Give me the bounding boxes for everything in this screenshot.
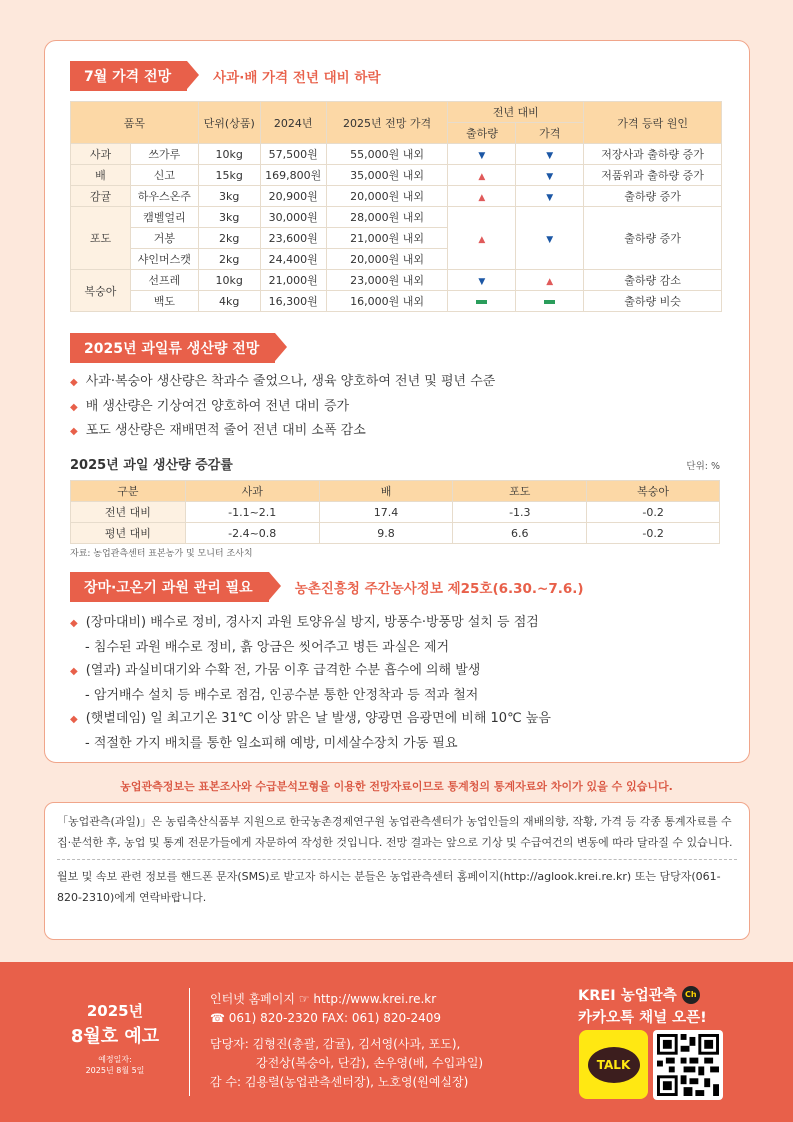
info-paragraph: 「농업관측(과일)」은 농림축산식품부 지원으로 한국농촌경제연구원 농업관측센터가 농업인들의 재배의향, 작황, 가격 등 각종 통계자료를 수집·분석한 후, 농업 및 통계 전문가들에게 자문하여 작성한 것입니다. 전망 결과는 앞으로 기상 및 수급여건의 변동에 따라 달라질 수 있습니다. [57,815,733,849]
kakao-talk-icon[interactable] [579,1030,648,1099]
row-unit: 3kg [198,207,260,228]
supervisor-line: 감 수: 김용렬(농업관측센터장), 노호영(원예실장) [210,1075,469,1089]
row-variety: 거봉 [130,228,198,249]
staff-line: 담당자: 김형진(총괄, 감귤), 김서영(사과, 포도), [210,1037,461,1051]
row-price-2024: 30,000원 [260,207,326,228]
header-peach: 복숭아 [587,481,720,502]
header-yoy: 전년 대비 [448,102,584,123]
section1-header [70,61,381,91]
header-category: 구분 [71,481,186,502]
row-reason: 출하량 비슷 [584,291,722,312]
talk-bubble: TALK [588,1047,640,1083]
source-note: 자료: 농업관측센터 표본농가 및 모니터 조사치 [70,549,253,559]
row-reason: 출하량 감소 [584,270,722,291]
staff-line: 강전상(복숭아, 단감), 손우영(배, 수입과일) [256,1056,484,1070]
row-category: 사과 [71,144,131,165]
header-reason: 가격 등락 원인 [584,102,722,144]
cell-value: -1.3 [453,502,587,523]
issue-title: 8월호 예고 [70,1026,160,1047]
qr-code-graphic [657,1034,719,1096]
header-2025: 2025년 전망 가격 [326,102,448,144]
shipment-trend-icon: ▲ [448,165,516,186]
header-price: 가격 [516,123,584,144]
header-grape: 포도 [453,481,587,502]
next-issue [60,1000,170,1076]
row-price-2024: 169,800원 [260,165,326,186]
production-table [70,480,720,544]
qr-code-icon[interactable] [653,1030,723,1100]
row-price-2025: 35,000원 내외 [326,165,448,186]
divider [57,859,737,860]
bullet-item: ◆ 배 생산량은 기상여건 양호하여 전년 대비 증가 [70,395,495,420]
shipment-trend-icon: ▼ [448,270,516,291]
price-trend-icon: ▼ [516,165,584,186]
shipment-trend-icon: ▲ [448,186,516,207]
phone-fax: ☎ 061) 820-2320 FAX: 061) 820-2409 [210,1011,442,1025]
row-unit: 2kg [198,228,260,249]
issue-date: 2025년 8월 5일 [85,1066,145,1075]
row-reason: 출하량 증가 [584,186,722,207]
cell-value: 6.6 [453,523,587,544]
sms-paragraph: 월보 및 속보 관련 정보를 핸드폰 문자(SMS)로 받고자 하시는 분들은 농업관측센터 홈페이지(http://aglook.krei.re.kr) 또는 담당자(061-820-2310)에게 연락바랍니다. [57,870,721,904]
bullet-item: ◆ (장마대비) 배수로 정비, 경사지 과원 토양유실 방지, 방풍수·방풍망 설치 등 점검 [70,611,551,636]
row-variety: 캠벨얼리 [130,207,198,228]
table-row [71,144,722,165]
header-unit: 단위(상품) [198,102,260,144]
row-label: 평년 대비 [71,523,186,544]
cell-value: -0.2 [587,523,720,544]
row-category: 포도 [71,207,131,270]
row-price-2025: 21,000원 내외 [326,228,448,249]
footer [0,962,793,1122]
row-category: 감귤 [71,186,131,207]
row-variety: 선프레 [130,270,198,291]
table-row [71,186,722,207]
disclaimer-notice: 농업관측정보는 표본조사와 수급분석모형을 이용한 전망자료이므로 통계청의 통계자료와 차이가 있을 수 있습니다. [120,780,673,793]
table-row [71,523,720,544]
row-price-2024: 20,900원 [260,186,326,207]
shipment-trend-icon: ▲ [448,207,516,270]
row-price-2025: 16,000원 내외 [326,291,448,312]
row-unit: 3kg [198,186,260,207]
table-row [71,270,722,291]
bullet-item: ◆ (햇볕데임) 일 최고기온 31℃ 이상 맑은 날 발생, 양광면 음광면에 비해 10℃ 높음 [70,707,551,732]
channel-icon: Ch [682,986,700,1004]
table-row [71,502,720,523]
price-trend-icon: ▼ [516,186,584,207]
row-reason: 저품위과 출하량 증가 [584,165,722,186]
issue-year: 2025년 [86,1002,144,1020]
price-trend-icon: ▼ [516,207,584,270]
kakao-title: KREI 농업관측 [578,988,677,1004]
row-price-2025: 55,000원 내외 [326,144,448,165]
section3-header [70,572,584,602]
shipment-trend-icon [448,291,516,312]
table-row [71,207,722,228]
shipment-trend-icon: ▼ [448,144,516,165]
header-2024: 2024년 [260,102,326,144]
kakao-subtitle: 카카오톡 채널 오픈! [578,1010,707,1026]
header-apple: 사과 [185,481,319,502]
cell-value: -0.2 [587,502,720,523]
row-category: 배 [71,165,131,186]
row-price-2024: 21,000원 [260,270,326,291]
row-unit: 2kg [198,249,260,270]
row-price-2024: 24,400원 [260,249,326,270]
cell-value: 17.4 [319,502,453,523]
row-reason: 저장사과 출하량 증가 [584,144,722,165]
price-trend-icon [516,291,584,312]
table-row [71,291,722,312]
row-variety: 신고 [130,165,198,186]
cell-value: -1.1~2.1 [185,502,319,523]
row-price-2024: 57,500원 [260,144,326,165]
price-trend-icon: ▼ [516,144,584,165]
bullet-detail: - 침수된 과원 배수로 정비, 흙 앙금은 씻어주고 병든 과실은 제거 [85,639,450,655]
row-variety: 샤인머스캣 [130,249,198,270]
row-price-2025: 23,000원 내외 [326,270,448,291]
info-box [44,802,750,940]
section1-subtitle: 사과·배 가격 전년 대비 하락 [213,70,381,86]
price-table [70,101,722,312]
row-price-2025: 20,000원 내외 [326,249,448,270]
cell-value: 9.8 [319,523,453,544]
production-table-title: 2025년 과일 생산량 증감률 [70,458,233,473]
row-reason: 출하량 증가 [584,207,722,270]
footer-divider [189,988,190,1096]
row-variety: 쓰가루 [130,144,198,165]
row-label: 전년 대비 [71,502,186,523]
contact-info [210,990,483,1092]
price-trend-icon: ▲ [516,270,584,291]
row-variety: 백도 [130,291,198,312]
row-price-2025: 20,000원 내외 [326,186,448,207]
bullet-detail: - 적절한 가지 배치를 통한 일소피해 예방, 미세살수장치 가동 필요 [85,735,458,751]
production-table-unit: 단위: % [686,461,720,472]
homepage-link[interactable]: 인터넷 홈페이지 ☞ http://www.krei.re.kr [210,992,437,1006]
header-shipment: 출하량 [448,123,516,144]
row-unit: 15kg [198,165,260,186]
row-unit: 4kg [198,291,260,312]
row-price-2024: 23,600원 [260,228,326,249]
row-unit: 10kg [198,144,260,165]
section2-tag: 2025년 과일류 생산량 전망 [70,333,275,363]
header-item: 품목 [71,102,199,144]
bullet-item: ◆ 사과·복숭아 생산량은 착과수 줄었으나, 생육 양호하여 전년 및 평년 수준 [70,370,495,395]
section3-tag: 장마·고온기 과원 관리 필요 [70,572,269,602]
section1-tag: 7월 가격 전망 [70,61,187,91]
management-bullets [70,611,551,755]
header-pear: 배 [319,481,453,502]
bullet-detail: - 암거배수 설치 등 배수로 점검, 인공수분 통한 안정착과 등 적과 철저 [85,687,479,703]
production-bullets [70,370,495,444]
bullet-item: ◆ (열과) 과실비대기와 수확 전, 가뭄 이후 급격한 수분 흡수에 의해 발생 [70,659,551,684]
row-price-2024: 16,300원 [260,291,326,312]
table-row [71,165,722,186]
section3-subtitle: 농촌진흥청 주간농사정보 제25호(6.30.~7.6.) [294,581,584,597]
cell-value: -2.4~0.8 [185,523,319,544]
row-price-2025: 28,000원 내외 [326,207,448,228]
section2-header [70,333,275,363]
row-unit: 10kg [198,270,260,291]
kakao-promo [578,984,758,1027]
row-category: 복숭아 [71,270,131,312]
bullet-item: ◆ 포도 생산량은 재배면적 줄어 전년 대비 소폭 감소 [70,419,495,444]
issue-date-label: 예정일자: [98,1055,132,1064]
row-variety: 하우스온주 [130,186,198,207]
